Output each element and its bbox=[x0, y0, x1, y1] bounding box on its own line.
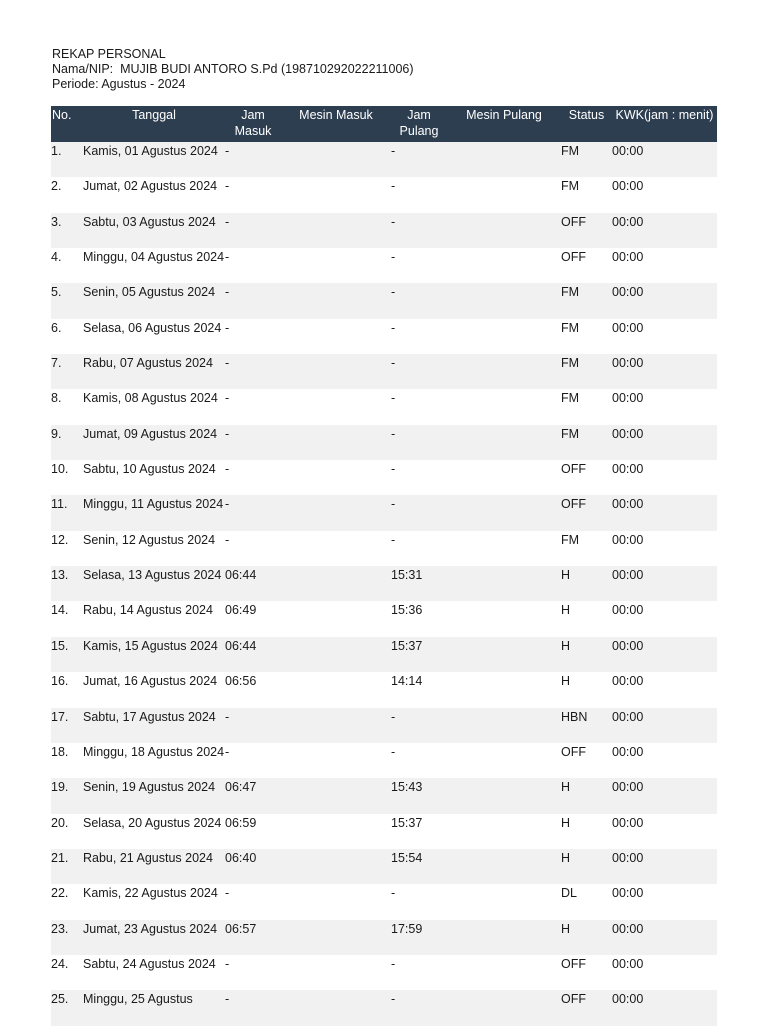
cell-no: 22. bbox=[51, 884, 83, 919]
table-row bbox=[51, 849, 717, 884]
cell-jam-pulang: 15:43 bbox=[391, 778, 447, 813]
cell-no: 7. bbox=[51, 354, 83, 389]
cell-jam-pulang: - bbox=[391, 177, 447, 212]
document-title: REKAP PERSONAL bbox=[52, 47, 166, 61]
column-header-tanggal: Tanggal bbox=[83, 106, 225, 142]
cell-jam-masuk: - bbox=[225, 460, 281, 495]
cell-mesin-masuk bbox=[281, 920, 391, 955]
cell-mesin-masuk bbox=[281, 814, 391, 849]
cell-jam-pulang: 15:54 bbox=[391, 849, 447, 884]
cell-no: 9. bbox=[51, 425, 83, 460]
table-row bbox=[51, 708, 717, 743]
cell-mesin-pulang bbox=[447, 601, 561, 636]
cell-jam-pulang: - bbox=[391, 955, 447, 990]
cell-mesin-masuk bbox=[281, 460, 391, 495]
cell-tanggal: Minggu, 18 Agustus 2024 bbox=[83, 743, 225, 778]
column-header-kwk: KWK(jam : menit) bbox=[612, 106, 717, 142]
cell-status: HBN bbox=[561, 708, 612, 743]
cell-mesin-pulang bbox=[447, 849, 561, 884]
column-header-mesin-pulang: Mesin Pulang bbox=[447, 106, 561, 142]
cell-mesin-masuk bbox=[281, 990, 391, 1025]
cell-mesin-pulang bbox=[447, 531, 561, 566]
document-header bbox=[52, 47, 414, 92]
cell-jam-masuk: 06:59 bbox=[225, 814, 281, 849]
cell-kwk: 00:00 bbox=[612, 531, 717, 566]
cell-tanggal: Minggu, 04 Agustus 2024 bbox=[83, 248, 225, 283]
cell-no: 4. bbox=[51, 248, 83, 283]
cell-kwk: 00:00 bbox=[612, 672, 717, 707]
cell-kwk: 00:00 bbox=[612, 177, 717, 212]
cell-mesin-pulang bbox=[447, 778, 561, 813]
cell-jam-masuk: - bbox=[225, 990, 281, 1025]
cell-kwk: 00:00 bbox=[612, 708, 717, 743]
cell-jam-pulang: - bbox=[391, 248, 447, 283]
cell-status: H bbox=[561, 920, 612, 955]
cell-tanggal: Rabu, 07 Agustus 2024 bbox=[83, 354, 225, 389]
cell-kwk: 00:00 bbox=[612, 460, 717, 495]
table-row bbox=[51, 990, 717, 1025]
cell-mesin-pulang bbox=[447, 495, 561, 530]
cell-no: 5. bbox=[51, 283, 83, 318]
cell-tanggal: Sabtu, 24 Agustus 2024 bbox=[83, 955, 225, 990]
cell-jam-masuk: 06:44 bbox=[225, 566, 281, 601]
table-row bbox=[51, 319, 717, 354]
cell-tanggal: Sabtu, 03 Agustus 2024 bbox=[83, 213, 225, 248]
cell-jam-masuk: - bbox=[225, 319, 281, 354]
cell-jam-masuk: - bbox=[225, 708, 281, 743]
cell-mesin-masuk bbox=[281, 213, 391, 248]
cell-status: H bbox=[561, 814, 612, 849]
cell-jam-pulang: 15:36 bbox=[391, 601, 447, 636]
cell-tanggal: Minggu, 11 Agustus 2024 bbox=[83, 495, 225, 530]
cell-no: 19. bbox=[51, 778, 83, 813]
table-row bbox=[51, 142, 717, 177]
cell-status: OFF bbox=[561, 955, 612, 990]
cell-kwk: 00:00 bbox=[612, 955, 717, 990]
cell-mesin-pulang bbox=[447, 283, 561, 318]
cell-status: H bbox=[561, 637, 612, 672]
cell-mesin-pulang bbox=[447, 354, 561, 389]
table-row bbox=[51, 425, 717, 460]
cell-jam-masuk: - bbox=[225, 177, 281, 212]
cell-jam-pulang: 17:59 bbox=[391, 920, 447, 955]
cell-jam-pulang: - bbox=[391, 884, 447, 919]
cell-status: H bbox=[561, 566, 612, 601]
table-row bbox=[51, 743, 717, 778]
cell-jam-masuk: - bbox=[225, 425, 281, 460]
cell-no: 14. bbox=[51, 601, 83, 636]
cell-status: OFF bbox=[561, 460, 612, 495]
table-row bbox=[51, 637, 717, 672]
cell-mesin-pulang bbox=[447, 566, 561, 601]
cell-status: H bbox=[561, 849, 612, 884]
cell-jam-pulang: - bbox=[391, 389, 447, 424]
cell-jam-masuk: - bbox=[225, 354, 281, 389]
cell-no: 25. bbox=[51, 990, 83, 1025]
cell-status: FM bbox=[561, 177, 612, 212]
cell-status: FM bbox=[561, 389, 612, 424]
table-row bbox=[51, 495, 717, 530]
cell-jam-masuk: - bbox=[225, 389, 281, 424]
cell-tanggal: Senin, 12 Agustus 2024 bbox=[83, 531, 225, 566]
cell-jam-masuk: - bbox=[225, 283, 281, 318]
cell-jam-masuk: - bbox=[225, 142, 281, 177]
cell-mesin-masuk bbox=[281, 566, 391, 601]
cell-jam-pulang: 15:37 bbox=[391, 637, 447, 672]
cell-status: OFF bbox=[561, 495, 612, 530]
cell-jam-pulang: 15:31 bbox=[391, 566, 447, 601]
cell-tanggal: Kamis, 22 Agustus 2024 bbox=[83, 884, 225, 919]
cell-mesin-masuk bbox=[281, 425, 391, 460]
cell-jam-pulang: - bbox=[391, 460, 447, 495]
cell-tanggal: Kamis, 15 Agustus 2024 bbox=[83, 637, 225, 672]
cell-tanggal: Sabtu, 17 Agustus 2024 bbox=[83, 708, 225, 743]
cell-kwk: 00:00 bbox=[612, 248, 717, 283]
cell-jam-masuk: - bbox=[225, 531, 281, 566]
cell-tanggal: Jumat, 16 Agustus 2024 bbox=[83, 672, 225, 707]
cell-mesin-masuk bbox=[281, 884, 391, 919]
cell-mesin-pulang bbox=[447, 425, 561, 460]
cell-jam-pulang: - bbox=[391, 213, 447, 248]
cell-status: FM bbox=[561, 531, 612, 566]
cell-mesin-masuk bbox=[281, 354, 391, 389]
cell-status: OFF bbox=[561, 213, 612, 248]
cell-tanggal: Minggu, 25 Agustus bbox=[83, 990, 225, 1025]
attendance-table bbox=[51, 106, 717, 1026]
cell-no: 11. bbox=[51, 495, 83, 530]
cell-mesin-pulang bbox=[447, 389, 561, 424]
cell-mesin-pulang bbox=[447, 637, 561, 672]
cell-jam-pulang: 15:37 bbox=[391, 814, 447, 849]
cell-status: OFF bbox=[561, 990, 612, 1025]
column-header-status: Status bbox=[561, 106, 612, 142]
cell-no: 8. bbox=[51, 389, 83, 424]
cell-mesin-masuk bbox=[281, 743, 391, 778]
cell-jam-masuk: 06:47 bbox=[225, 778, 281, 813]
cell-no: 3. bbox=[51, 213, 83, 248]
cell-mesin-masuk bbox=[281, 708, 391, 743]
column-header-mesin-masuk: Mesin Masuk bbox=[281, 106, 391, 142]
cell-jam-masuk: 06:44 bbox=[225, 637, 281, 672]
cell-jam-pulang: 14:14 bbox=[391, 672, 447, 707]
cell-kwk: 00:00 bbox=[612, 425, 717, 460]
cell-jam-pulang: - bbox=[391, 354, 447, 389]
cell-mesin-masuk bbox=[281, 177, 391, 212]
cell-jam-masuk: 06:56 bbox=[225, 672, 281, 707]
cell-no: 13. bbox=[51, 566, 83, 601]
cell-mesin-masuk bbox=[281, 778, 391, 813]
table-row bbox=[51, 248, 717, 283]
cell-no: 18. bbox=[51, 743, 83, 778]
table-row bbox=[51, 177, 717, 212]
cell-tanggal: Rabu, 21 Agustus 2024 bbox=[83, 849, 225, 884]
cell-jam-masuk: - bbox=[225, 495, 281, 530]
cell-mesin-pulang bbox=[447, 955, 561, 990]
cell-mesin-masuk bbox=[281, 601, 391, 636]
cell-jam-pulang: - bbox=[391, 142, 447, 177]
cell-jam-masuk: 06:57 bbox=[225, 920, 281, 955]
table-row bbox=[51, 566, 717, 601]
cell-no: 17. bbox=[51, 708, 83, 743]
cell-status: H bbox=[561, 778, 612, 813]
cell-mesin-pulang bbox=[447, 920, 561, 955]
cell-mesin-pulang bbox=[447, 213, 561, 248]
cell-no: 24. bbox=[51, 955, 83, 990]
cell-mesin-masuk bbox=[281, 389, 391, 424]
cell-status: FM bbox=[561, 283, 612, 318]
cell-kwk: 00:00 bbox=[612, 920, 717, 955]
cell-tanggal: Kamis, 08 Agustus 2024 bbox=[83, 389, 225, 424]
cell-mesin-masuk bbox=[281, 495, 391, 530]
cell-mesin-pulang bbox=[447, 884, 561, 919]
cell-no: 16. bbox=[51, 672, 83, 707]
cell-mesin-pulang bbox=[447, 814, 561, 849]
cell-mesin-pulang bbox=[447, 990, 561, 1025]
employee-name-nip: Nama/NIP: MUJIB BUDI ANTORO S.Pd (198710292022211006) bbox=[52, 62, 414, 76]
table-row bbox=[51, 884, 717, 919]
cell-jam-pulang: - bbox=[391, 990, 447, 1025]
cell-kwk: 00:00 bbox=[612, 814, 717, 849]
cell-mesin-masuk bbox=[281, 248, 391, 283]
cell-mesin-masuk bbox=[281, 849, 391, 884]
table-row bbox=[51, 814, 717, 849]
cell-kwk: 00:00 bbox=[612, 566, 717, 601]
column-header-jam-masuk: Jam Masuk bbox=[225, 106, 281, 142]
cell-status: FM bbox=[561, 142, 612, 177]
cell-tanggal: Selasa, 13 Agustus 2024 bbox=[83, 566, 225, 601]
table-row bbox=[51, 354, 717, 389]
cell-jam-pulang: - bbox=[391, 495, 447, 530]
cell-jam-masuk: - bbox=[225, 743, 281, 778]
cell-jam-pulang: - bbox=[391, 425, 447, 460]
cell-kwk: 00:00 bbox=[612, 283, 717, 318]
cell-no: 23. bbox=[51, 920, 83, 955]
cell-status: DL bbox=[561, 884, 612, 919]
cell-kwk: 00:00 bbox=[612, 389, 717, 424]
cell-kwk: 00:00 bbox=[612, 743, 717, 778]
cell-tanggal: Senin, 05 Agustus 2024 bbox=[83, 283, 225, 318]
cell-mesin-masuk bbox=[281, 319, 391, 354]
cell-kwk: 00:00 bbox=[612, 849, 717, 884]
cell-mesin-masuk bbox=[281, 955, 391, 990]
cell-mesin-masuk bbox=[281, 637, 391, 672]
cell-mesin-pulang bbox=[447, 319, 561, 354]
cell-mesin-pulang bbox=[447, 142, 561, 177]
cell-kwk: 00:00 bbox=[612, 319, 717, 354]
table-row bbox=[51, 213, 717, 248]
cell-jam-pulang: - bbox=[391, 743, 447, 778]
cell-tanggal: Jumat, 02 Agustus 2024 bbox=[83, 177, 225, 212]
cell-no: 6. bbox=[51, 319, 83, 354]
cell-mesin-masuk bbox=[281, 283, 391, 318]
cell-status: FM bbox=[561, 354, 612, 389]
table-row bbox=[51, 531, 717, 566]
cell-tanggal: Jumat, 23 Agustus 2024 bbox=[83, 920, 225, 955]
cell-mesin-pulang bbox=[447, 708, 561, 743]
cell-mesin-pulang bbox=[447, 672, 561, 707]
table-row bbox=[51, 389, 717, 424]
cell-no: 10. bbox=[51, 460, 83, 495]
cell-tanggal: Kamis, 01 Agustus 2024 bbox=[83, 142, 225, 177]
cell-status: H bbox=[561, 601, 612, 636]
cell-status: FM bbox=[561, 319, 612, 354]
cell-kwk: 00:00 bbox=[612, 495, 717, 530]
table-row bbox=[51, 778, 717, 813]
cell-jam-pulang: - bbox=[391, 283, 447, 318]
cell-tanggal: Jumat, 09 Agustus 2024 bbox=[83, 425, 225, 460]
cell-no: 15. bbox=[51, 637, 83, 672]
cell-no: 12. bbox=[51, 531, 83, 566]
column-header-no: No. bbox=[51, 106, 83, 142]
table-row bbox=[51, 672, 717, 707]
cell-jam-masuk: - bbox=[225, 213, 281, 248]
cell-kwk: 00:00 bbox=[612, 778, 717, 813]
cell-no: 21. bbox=[51, 849, 83, 884]
cell-mesin-masuk bbox=[281, 531, 391, 566]
cell-mesin-masuk bbox=[281, 672, 391, 707]
cell-status: H bbox=[561, 672, 612, 707]
cell-status: OFF bbox=[561, 743, 612, 778]
cell-jam-pulang: - bbox=[391, 319, 447, 354]
cell-jam-masuk: - bbox=[225, 955, 281, 990]
cell-tanggal: Selasa, 20 Agustus 2024 bbox=[83, 814, 225, 849]
cell-kwk: 00:00 bbox=[612, 884, 717, 919]
cell-tanggal: Selasa, 06 Agustus 2024 bbox=[83, 319, 225, 354]
cell-status: FM bbox=[561, 425, 612, 460]
cell-kwk: 00:00 bbox=[612, 213, 717, 248]
cell-no: 1. bbox=[51, 142, 83, 177]
cell-kwk: 00:00 bbox=[612, 637, 717, 672]
cell-mesin-pulang bbox=[447, 248, 561, 283]
cell-tanggal: Sabtu, 10 Agustus 2024 bbox=[83, 460, 225, 495]
cell-mesin-pulang bbox=[447, 460, 561, 495]
table-row bbox=[51, 283, 717, 318]
cell-jam-masuk: 06:49 bbox=[225, 601, 281, 636]
cell-jam-masuk: - bbox=[225, 884, 281, 919]
cell-tanggal: Senin, 19 Agustus 2024 bbox=[83, 778, 225, 813]
period-label: Periode: Agustus - 2024 bbox=[52, 77, 186, 91]
cell-tanggal: Rabu, 14 Agustus 2024 bbox=[83, 601, 225, 636]
cell-kwk: 00:00 bbox=[612, 990, 717, 1025]
cell-no: 20. bbox=[51, 814, 83, 849]
cell-kwk: 00:00 bbox=[612, 354, 717, 389]
cell-kwk: 00:00 bbox=[612, 601, 717, 636]
table-row bbox=[51, 460, 717, 495]
table-header-row bbox=[51, 106, 717, 142]
cell-kwk: 00:00 bbox=[612, 142, 717, 177]
cell-jam-masuk: 06:40 bbox=[225, 849, 281, 884]
cell-mesin-masuk bbox=[281, 142, 391, 177]
cell-jam-masuk: - bbox=[225, 248, 281, 283]
cell-status: OFF bbox=[561, 248, 612, 283]
cell-no: 2. bbox=[51, 177, 83, 212]
column-header-jam-pulang: Jam Pulang bbox=[391, 106, 447, 142]
table-row bbox=[51, 955, 717, 990]
cell-jam-pulang: - bbox=[391, 708, 447, 743]
cell-jam-pulang: - bbox=[391, 531, 447, 566]
cell-mesin-pulang bbox=[447, 743, 561, 778]
cell-mesin-pulang bbox=[447, 177, 561, 212]
table-row bbox=[51, 601, 717, 636]
table-row bbox=[51, 920, 717, 955]
